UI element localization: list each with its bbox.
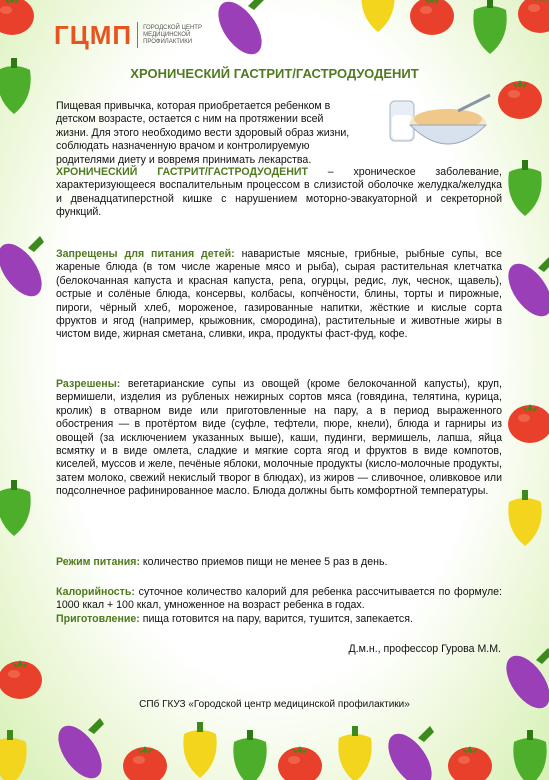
definition-paragraph <box>56 166 502 220</box>
definition-text: – хроническое заболевание, характеризующееся воспалительным процессом в слизистой оболочке желудка/желудка и двенадцатиперстной кишке с нарушением моторно-эвакуаторной и секреторной функций. <box>56 166 502 219</box>
footer: СПб ГКУЗ «Городской центр медицинской профилактики» <box>139 699 410 710</box>
forbidden-text: наваристые мясные, грибные, рыбные супы, все жареные блюда (в том числе жареные мясо и рыба), сырая растительная клетчатка (белокочанная капуста и красная капуста, репа, огурцы, редис, лук, чеснок, щавель), острые и солёные блюда, консервы, колбасы, копчёности, блины, торты и пирожные, пироги, чёрный хлеб, мороженое, газированные напитки, жёсткие и кислые сорта фруктов и ягод (например, крыжовник, смородина), растительные и животные жиры в чистом виде, жирная сметана, сливки, икра, продукты фаст-фуд, кофе. <box>56 248 502 341</box>
regime-paragraph <box>56 556 502 569</box>
allowed-term: Разрешены: <box>56 378 121 390</box>
allowed-paragraph <box>56 378 502 499</box>
regime-term: Режим питания: <box>56 556 140 568</box>
calories-text: суточное количество калорий для ребенка рассчитывается по формуле: 1000 ккал + 100 ккал, умноженное на возраст ребенка в годах. <box>56 586 502 612</box>
cooking-text: пища готовится на пару, варится, тушится, запекается. <box>139 612 413 625</box>
porridge-bowl-icon <box>388 93 498 151</box>
forbidden-paragraph <box>56 248 502 342</box>
calories-term: Калорийность: <box>56 586 135 598</box>
definition-term: ХРОНИЧЕСКИЙ ГАСТРИТ/ГАСТРОДУОДЕНИТ <box>56 166 308 178</box>
cooking-term: Приготовление: <box>56 612 140 625</box>
forbidden-term: Запрещены для питания детей: <box>56 248 235 260</box>
logo <box>54 22 215 48</box>
regime-text: количество приемов пищи не менее 5 раз в день. <box>139 556 388 568</box>
signature: Д.м.н., профессор Гурова М.М. <box>348 643 501 655</box>
intro-paragraph: Пищевая привычка, которая приобретается ребенком в детском возрасте, остается с ним на протяжении всей жизни. Для этого необходимо вести здоровый образ жизни, соблюдать назначенную врачом и контролируемую родителями диету и вовремя принимать лекарства. <box>56 100 350 166</box>
calories-paragraph <box>56 586 502 626</box>
allowed-text: вегетарианские супы из овощей (кроме белокочанной капусты), круп, вермишели, изделия из рубленых нежирных сортов мяса (говядина, телятина, курица, кролик) в отварном виде или приготовленные на пару, а в период выраженного обострения — в протёртом виде (суфле, тефтели, пюре, кнели), блюда и гарниры из овощей (за исключением указанных выше), каши, пудинги, вермишель, лапша, яйца всмятку и в виде омлета, сладкие и мягкие сорта ягод и фруктов в виде компотов, киселей, муссов и желе, печёные яблоки, молочные продукты (кисло-молочные продукты, затем молоко, свежий некислый творог в блюдах), из жиров — сливочное, оливковое или подсолнечное рафинированное масло. Блюда должны быть комфортной температуры. <box>56 378 502 498</box>
logo-divider <box>137 22 138 48</box>
logo-text: ГОРОДСКОЙ ЦЕНТР МЕДИЦИНСКОЙ ПРОФИЛАКТИКИ <box>143 24 202 45</box>
page-title: ХРОНИЧЕСКИЙ ГАСТРИТ/ГАСТРОДУОДЕНИТ <box>130 66 419 81</box>
logo-mark: ГЦМП <box>54 20 133 50</box>
